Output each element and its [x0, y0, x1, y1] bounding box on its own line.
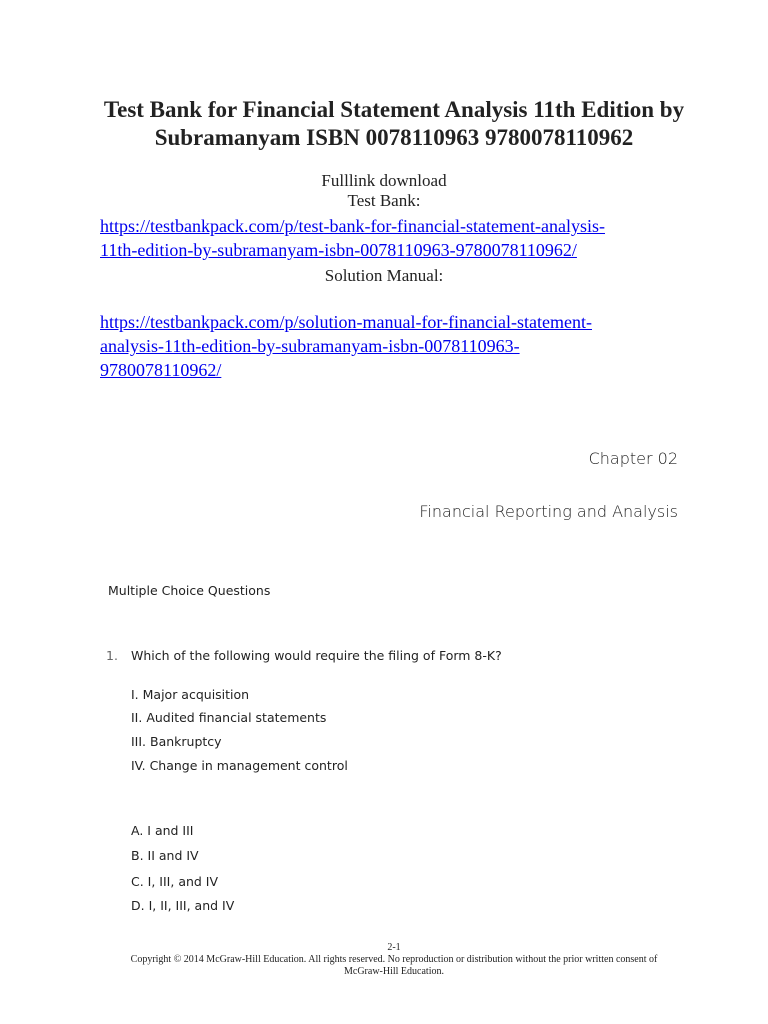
section-heading: Multiple Choice Questions — [108, 583, 271, 598]
test-bank-link[interactable] — [100, 214, 700, 262]
title-line-1: Test Bank for Financial Statement Analysis 11th Edition by — [103, 97, 685, 122]
test-bank-link-line-2[interactable]: 11th-edition-by-subramanyam-isbn-0078110963-9780078110962/ — [100, 240, 577, 260]
statement-item: I. Major acquisition — [131, 687, 250, 702]
answer-option: A. I and III — [131, 823, 194, 838]
answer-option: D. I, II, III, and IV — [131, 898, 235, 913]
chapter-number: Chapter 02 — [588, 449, 678, 468]
statement-item: III. Bankruptcy — [131, 734, 222, 749]
document-title — [60, 96, 728, 152]
chapter-title: Financial Reporting and Analysis — [419, 502, 678, 521]
page-number: 2-1 — [387, 942, 401, 953]
copyright-line-1: Copyright © 2014 McGraw-Hill Education. All rights reserved. No reproduction or distribution without the prior written consent of — [130, 954, 658, 965]
solution-link-line-2[interactable]: analysis-11th-edition-by-subramanyam-isbn-0078110963- — [100, 336, 520, 356]
question-text: Which of the following would require the filing of Form 8-K? — [131, 648, 502, 663]
question-number: 1. — [106, 648, 118, 663]
solution-link-line-3[interactable]: 9780078110962/ — [100, 360, 222, 380]
solution-link-line-1[interactable]: https://testbankpack.com/p/solution-manual-for-financial-statement- — [100, 312, 592, 332]
statement-item: II. Audited financial statements — [131, 710, 327, 725]
answer-option: C. I, III, and IV — [131, 874, 219, 889]
fulllink-label: Fulllink download — [321, 171, 447, 190]
test-bank-link-line-1[interactable]: https://testbankpack.com/p/test-bank-for-financial-statement-analysis- — [100, 216, 605, 236]
answer-option: B. II and IV — [131, 848, 199, 863]
test-bank-label: Test Bank: — [347, 191, 421, 210]
statement-item: IV. Change in management control — [131, 758, 348, 773]
solution-manual-label: Solution Manual: — [324, 266, 444, 285]
title-line-2: Subramanyam ISBN 0078110963 9780078110962 — [154, 125, 634, 150]
solution-manual-link[interactable] — [100, 310, 700, 382]
copyright-line-2: McGraw-Hill Education. — [344, 966, 444, 977]
